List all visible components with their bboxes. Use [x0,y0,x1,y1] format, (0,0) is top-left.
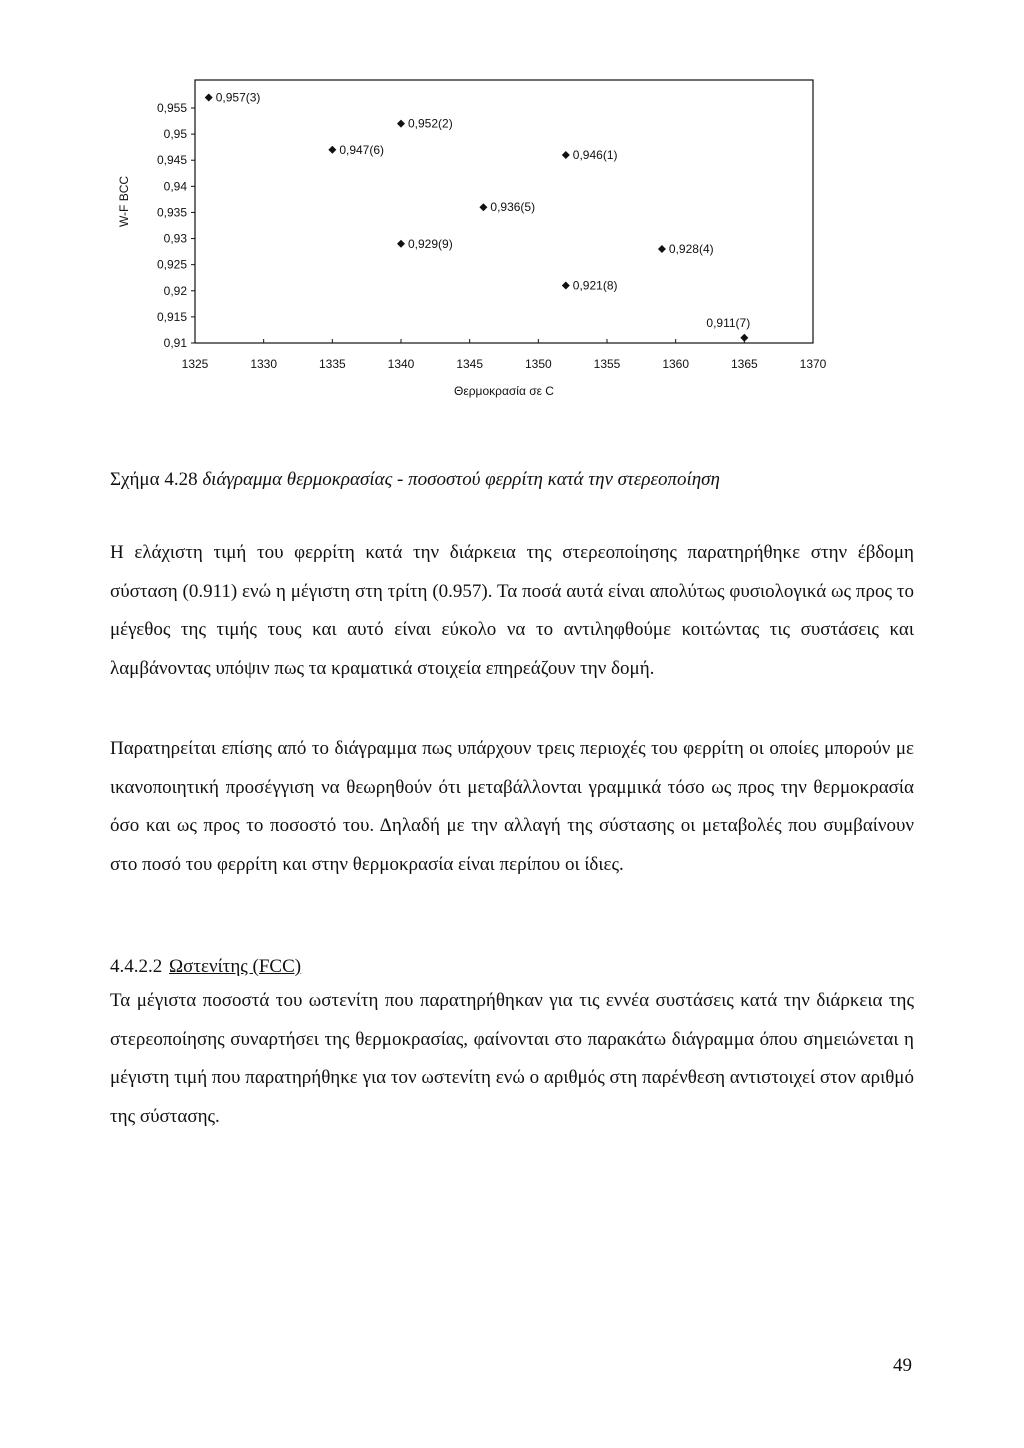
data-point-label: 0,952(2) [408,116,453,131]
x-axis-label: Θερμοκρασία σε C [454,384,554,398]
data-point-marker [658,245,666,253]
x-tick-label: 1365 [730,357,758,371]
data-point-marker [562,282,570,290]
figure-caption [110,468,920,492]
figure-4-28 [0,0,1024,420]
data-point-label: 0,911(7) [706,315,751,330]
paragraph-linear-regions: Παρατηρείται επίσης από το διάγραμμα πως υπάρχουν τρεις περιοχές του φερρίτη οι οποίες μπορούν με ικανοποιητική προσέγγιση να θεωρηθούν ότι μεταβάλλονται γραμμικά τόσο ως προς την θερμοκρασία όσο και ως προς το ποσοστό του. Δηλαδή με την αλλαγή της σύστασης οι μεταβολές που συμβαίνουν στο ποσό του φερρίτη και στην θερμοκρασία είναι περίπου οι ίδιες. [110,738,914,875]
y-tick-label: 0,955 [156,101,187,115]
x-tick-label: 1325 [181,357,209,371]
y-tick-label: 0,95 [163,127,187,142]
paragraph-austenite: Τα μέγιστα ποσοστά του ωστενίτη που παρατηρήθηκαν για τις εννέα συστάσεις κατά την διάρκεια της στερεοποίησης συναρτήσει της θερμοκρασίας, φαίνονται στο παρακάτω διάγραμμα όπου σημειώνεται η μέγιστη τιμή που παρατηρήθηκε για τον ωστενίτη ενώ ο αριθμός στη παρένθεση αντιστοιχεί στον αριθμό της σύστασης. [110,990,914,1127]
y-tick-label: 0,925 [156,257,187,272]
y-tick-label: 0,93 [163,231,187,246]
x-tick-label: 1335 [318,357,346,371]
data-point-label: 0,946(1) [572,148,618,162]
x-tick-label: 1370 [799,357,827,371]
section-title: Ωστενίτης (FCC) [169,956,302,977]
scatter-chart [0,0,1024,420]
y-tick-label: 0,92 [163,283,187,298]
data-point-label: 0,929(9) [408,236,453,251]
y-tick-label: 0,945 [156,153,187,168]
data-point-label: 0,936(5) [490,200,536,215]
data-point-label: 0,928(4) [668,242,714,256]
caption-number: Σχήμα 4.28 [110,469,198,490]
data-point-marker [205,94,213,102]
x-tick-label: 1340 [387,357,415,371]
x-tick-label: 1330 [250,357,278,371]
y-axis-label: W-F BCC [117,175,131,228]
data-point-marker [479,203,487,211]
y-tick-label: 0,935 [156,205,187,220]
data-point-marker [562,151,570,159]
data-point-label: 0,957(3) [215,90,261,105]
x-tick-label: 1360 [662,357,690,371]
data-point-label: 0,947(6) [339,142,385,157]
paragraph-min-max: Η ελάχιστη τιμή του φερρίτη κατά την διάρκεια της στερεοποίησης παρατηρήθηκε στην έβδομη σύσταση (0.911) ενώ η μέγιστη στη τρίτη (0.957). Τα ποσά αυτά είναι απολύτως φυσιολογικά ως προς το μέγεθος της τιμής τους και αυτό είναι εύκολο να το αντιληφθούμε κοιτώντας τις συστάσεις και λαμβάνοντας υπόψιν πως τα κραματικά στοιχεία επηρεάζουν την δομή. [110,542,914,679]
data-point-marker [328,146,336,154]
x-tick-label: 1345 [456,357,484,371]
data-point-label: 0,921(8) [572,278,618,293]
section-number: 4.4.2.2 [110,956,163,977]
data-point-marker [740,334,748,342]
data-point-marker [397,240,405,248]
y-tick-label: 0,91 [163,336,187,350]
x-tick-label: 1355 [593,357,621,371]
page-number: 49 [893,1355,912,1376]
data-point-marker [397,120,405,128]
section-heading [110,955,301,979]
caption-text: διάγραμμα θερμοκρασίας - ποσοστού φερρίτη κατά την στερεοποίηση [202,469,720,490]
x-tick-label: 1350 [524,357,552,371]
y-tick-label: 0,94 [163,179,187,194]
y-tick-label: 0,915 [156,309,187,324]
